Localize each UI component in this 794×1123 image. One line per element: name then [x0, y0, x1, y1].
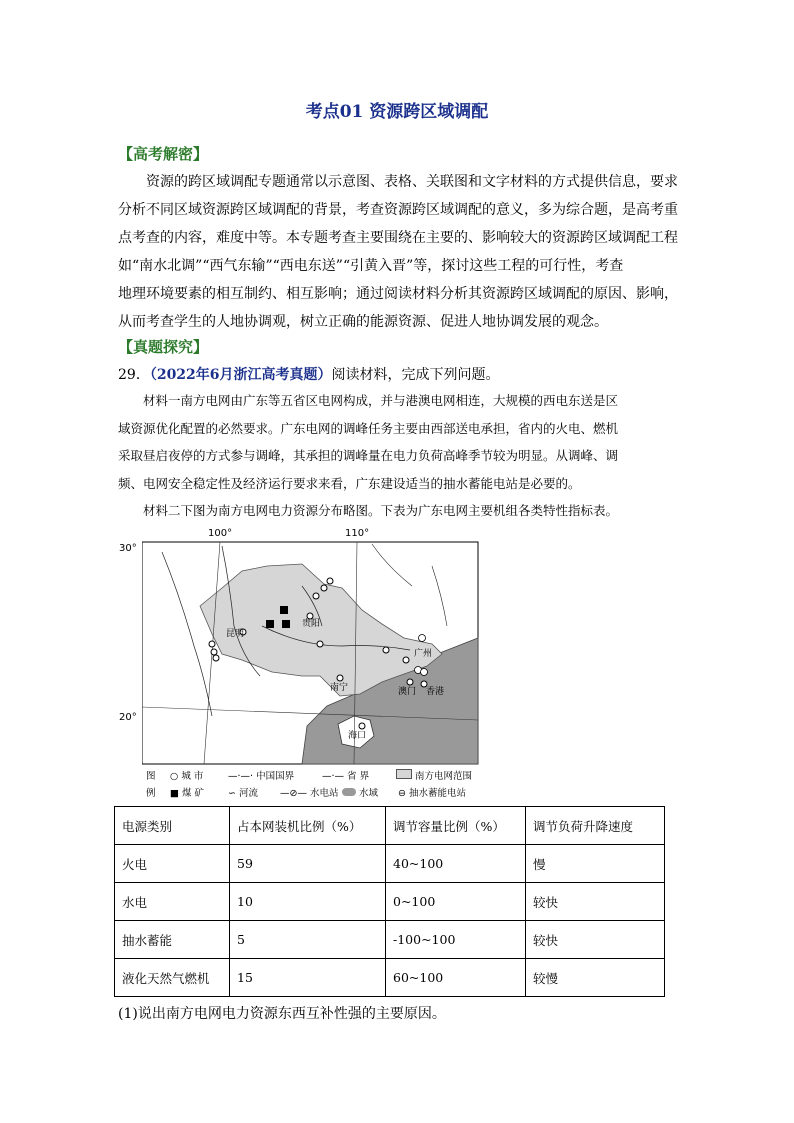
legend-item: ■ 煤 矿 [170, 788, 205, 799]
intro-line: 从而考查学生的人地协调观，树立正确的能源资源、促进人地协调发展的观念。 [118, 314, 608, 330]
legend-item: 水域 [342, 785, 378, 802]
table-cell: 液化天然气燃机 [115, 959, 230, 997]
question-prompt: 阅读材料，完成下列问题。 [331, 367, 500, 383]
intro-line: 地理环境要素的相互制约、相互影响；通过阅读材料分析其资源跨区域调配的原因、影响， [118, 286, 678, 302]
table-cell: 抽水蓄能 [115, 921, 230, 959]
legend-item: 南方电网范围 [396, 768, 472, 785]
table-cell: 较快 [526, 921, 665, 959]
table-cell: 0~100 [386, 883, 526, 921]
coal-mine [280, 606, 288, 614]
legend-item: ∽ 河流 [228, 788, 258, 799]
city-label: 贵阳 [302, 619, 321, 629]
lat-label: 20° [119, 712, 137, 723]
lat-label: 30° [119, 543, 137, 554]
table-cell: -100~100 [386, 921, 526, 959]
table-row [115, 959, 665, 997]
coal-mine [266, 620, 274, 628]
table-row [115, 883, 665, 921]
table-cell: 水电 [115, 883, 230, 921]
power-grid-map [142, 526, 482, 766]
city-label: 海口 [348, 731, 367, 741]
section-zhenti: 【真题探究】 [118, 338, 209, 356]
legend-title: 例 [146, 788, 156, 799]
intro-line: 资源的跨区域调配专题通常以示意图、表格、关联图和文字材料的方式提供信息，要求 [146, 174, 678, 190]
legend-item: ○ 城 市 [170, 771, 204, 782]
table-cell: 59 [230, 845, 386, 883]
table-header: 调节负荷升降速度 [526, 807, 665, 845]
intro-paragraph [118, 168, 683, 336]
question-source: （2022年6月浙江高考真题） [149, 367, 332, 383]
material-two-text: 材料二下图为南方电网电力资源分布略图。下表为广东电网主要机组各类特性指标表。 [143, 503, 619, 518]
city-label: 昆明 [226, 629, 245, 639]
table-row [115, 845, 665, 883]
city-label: 香港 [426, 687, 445, 697]
page-title: 考点01 资源跨区域调配 [305, 102, 489, 122]
city-label: 广州 [414, 649, 433, 659]
lon-label: 110° [345, 528, 370, 539]
legend-item: —·—· 中国国界 [228, 771, 295, 782]
intro-line: 如“南水北调”“西气东输”“西电东送”“引黄入晋”等，探讨这些工程的可行性，考查 [118, 258, 624, 274]
city-label: 南宁 [330, 683, 349, 693]
material-line: 域资源优化配置的必然要求。广东电网的调峰任务主要由西部送电承担，省内的火电、燃机 [118, 420, 619, 436]
table-cell: 40~100 [386, 845, 526, 883]
city-marker [337, 675, 343, 681]
lon-label: 100° [208, 528, 233, 539]
legend-item: ⊖ 抽水蓄能电站 [398, 788, 466, 799]
material-one [118, 387, 683, 497]
material-line: 频、电网安全稳定性及经济运行要求来看，广东建设适当的抽水蓄能电站是必要的。 [118, 475, 581, 491]
material-two [118, 497, 683, 525]
table-cell: 15 [230, 959, 386, 997]
intro-line: 点考查的内容，难度中等。本专题考查主要围绕在主要的、影响较大的资源跨区域调配工程 [118, 230, 678, 246]
legend-item: —·— 省 界 [322, 771, 370, 782]
table-cell: 火电 [115, 845, 230, 883]
legend-title: 图 [146, 771, 156, 782]
coal-mine [282, 620, 290, 628]
table-cell: 5 [230, 921, 386, 959]
table-cell: 较慢 [526, 959, 665, 997]
city-marker [407, 679, 413, 685]
table-row [115, 921, 665, 959]
table-header: 电源类别 [115, 807, 230, 845]
table-cell: 10 [230, 883, 386, 921]
intro-line: 分析不同区域资源跨区域调配的背景，考查资源跨区域调配的意义，多为综合题，是高考重 [118, 202, 678, 218]
material-line: 材料一南方电网由广东等五省区电网构成，并与港澳电网相连，大规模的西电东送是区 [143, 393, 619, 408]
legend-item: —⊘— 水电站 [280, 788, 339, 799]
material-line: 采取昼启夜停的方式参与调峰，其承担的调峰量在电力负荷高峰季节较为明显。从调峰、调 [118, 448, 619, 463]
city-label: 澳门 [398, 687, 417, 697]
table-header-row [115, 807, 665, 845]
table-header: 占本网装机比例（%） [230, 807, 386, 845]
sub-question: (1)说出南方电网电力资源东西互补性强的主要原因。 [118, 1006, 446, 1022]
generator-table [114, 806, 665, 997]
city-marker [359, 723, 365, 729]
table-cell: 较快 [526, 883, 665, 921]
table-header: 调节容量比例（%） [386, 807, 526, 845]
section-gaokao: 【高考解密】 [118, 145, 209, 163]
question-header [118, 364, 500, 384]
city-marker [403, 657, 409, 663]
table-cell: 慢 [526, 845, 665, 883]
table-cell: 60~100 [386, 959, 526, 997]
question-number: 29． [118, 367, 150, 383]
